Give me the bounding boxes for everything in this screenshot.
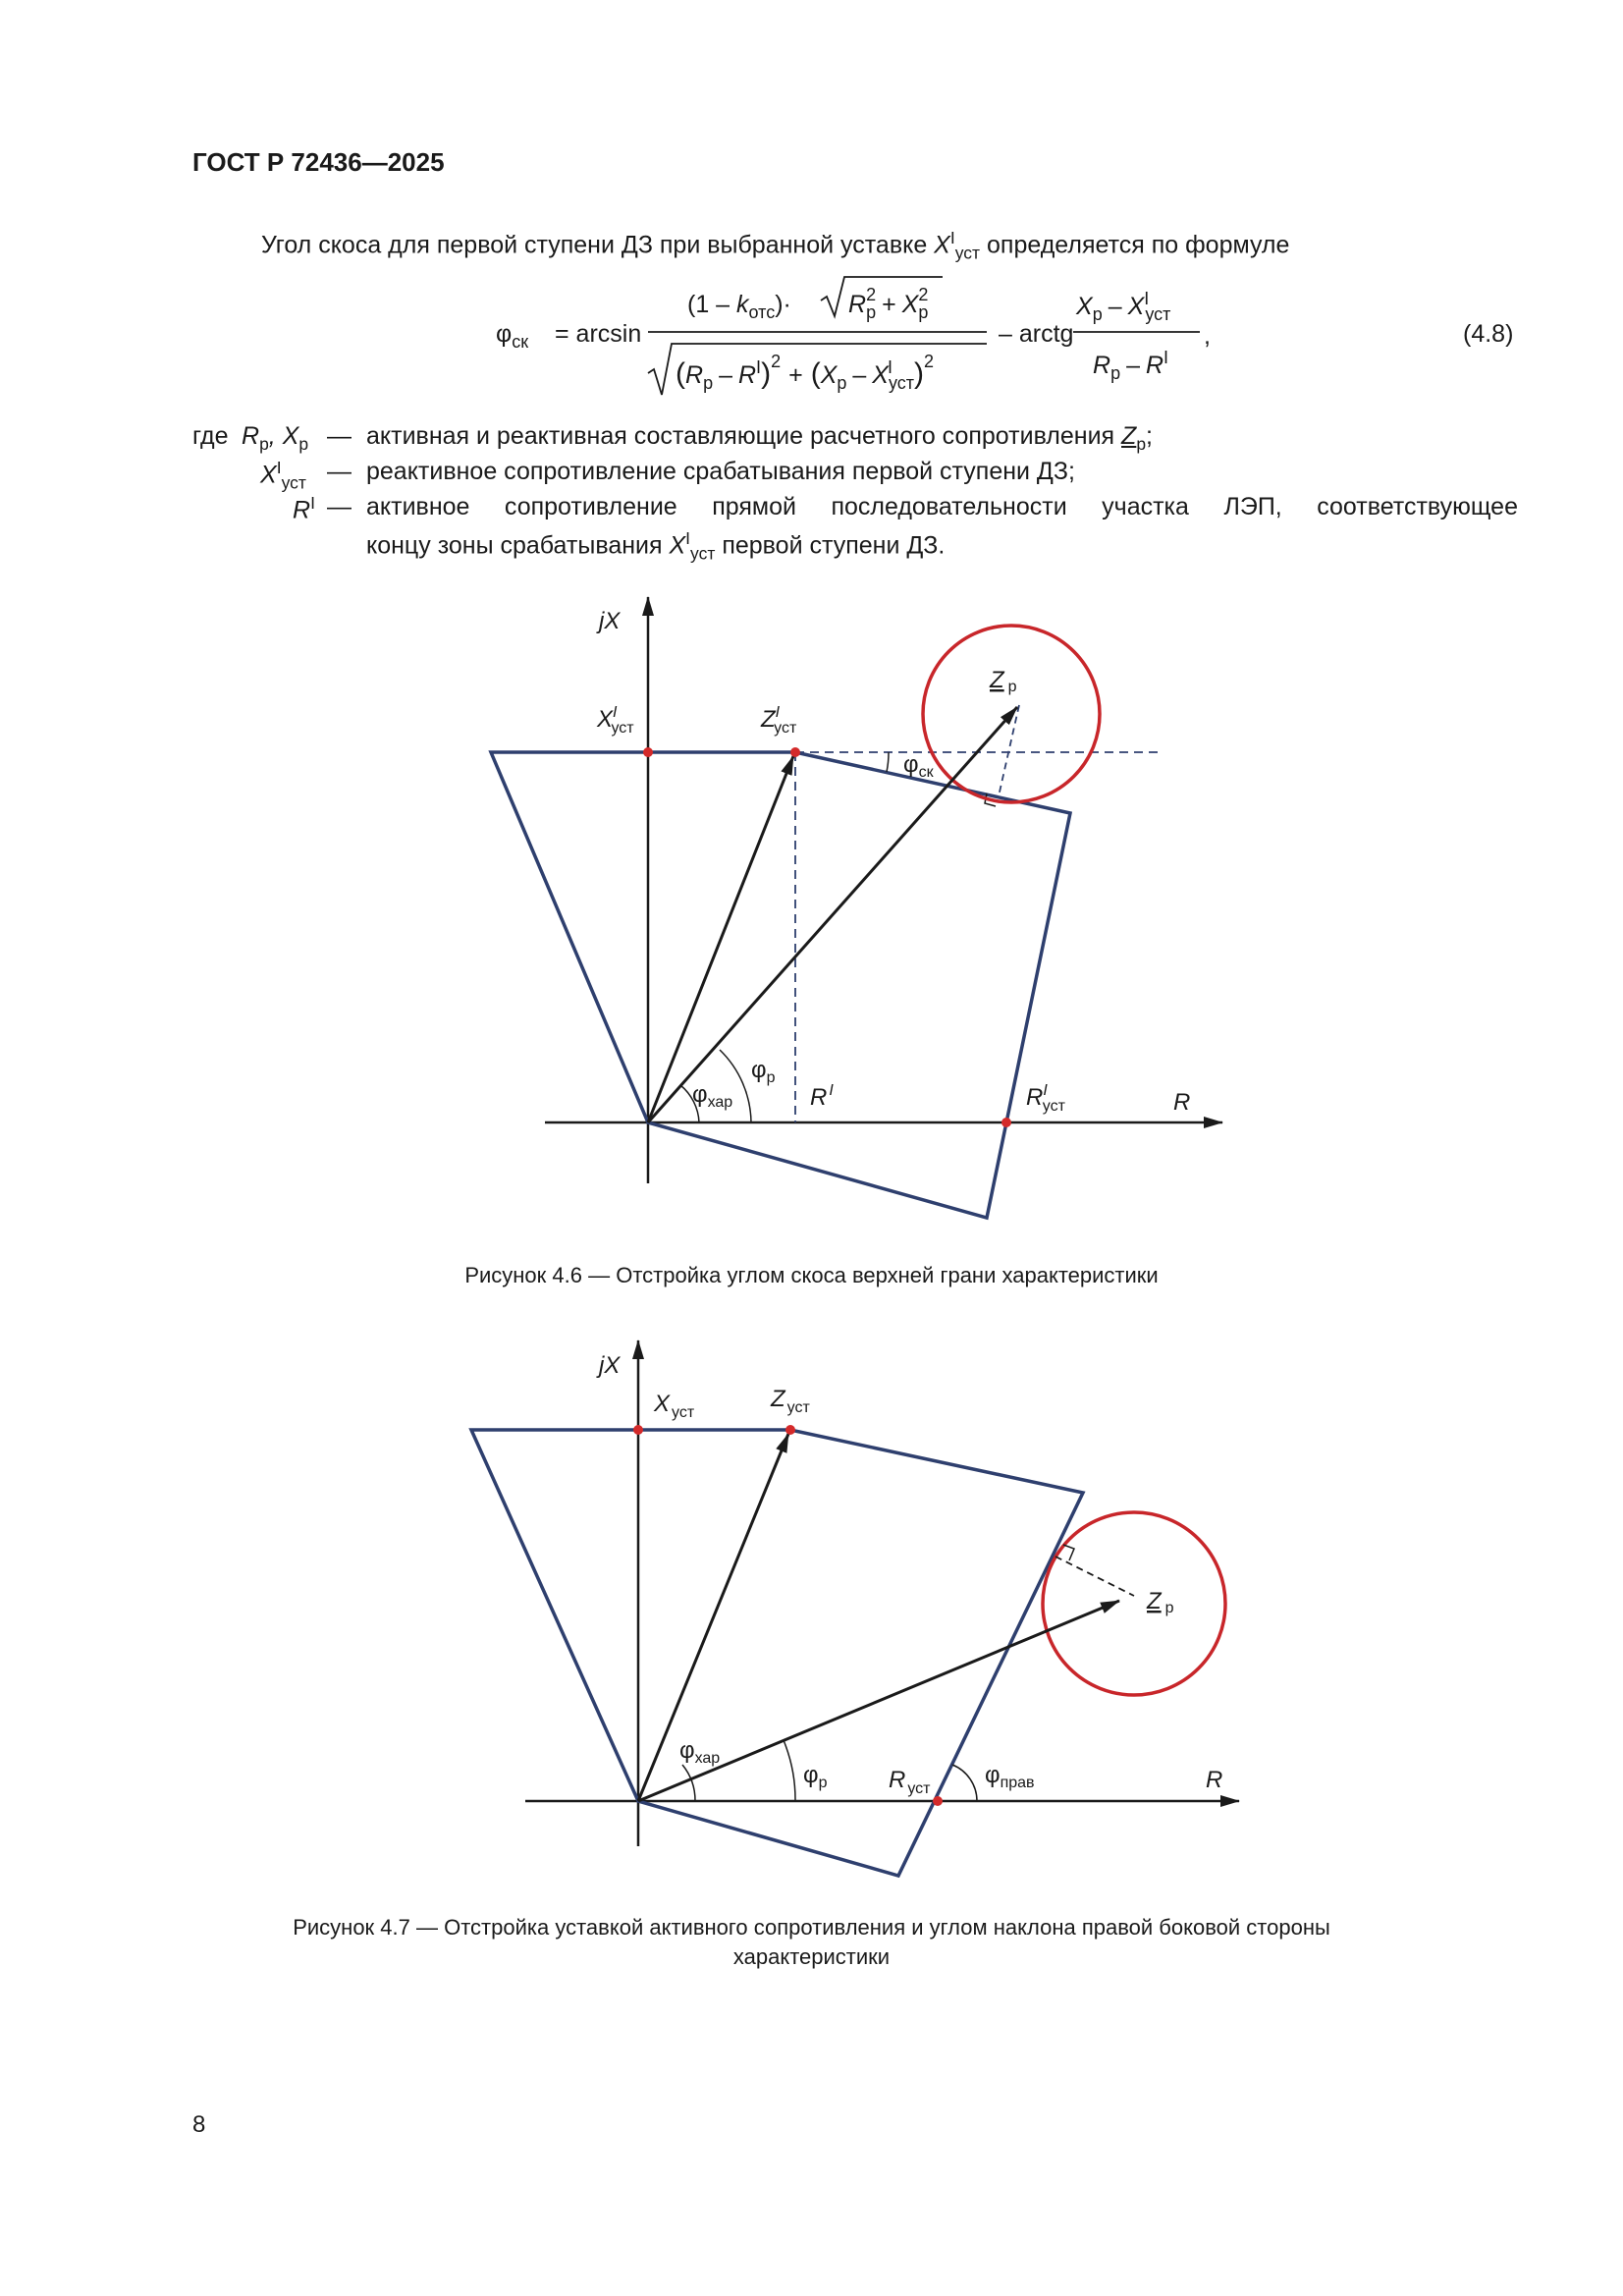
fig2-arc-phi-p [784,1740,795,1801]
where-dash-1: — [327,422,352,450]
where-dash-2: — [327,458,352,485]
fig2-label-xust: X $_{уст}$ [654,1391,695,1421]
where-term-2: $X^I_{уст}$ [260,458,306,493]
where-prefix: где [192,422,229,450]
fig2-label-jx: jX [599,1352,621,1379]
fig2-label-r: R [1206,1767,1223,1793]
formula-arcsin: = arcsin [555,320,642,348]
intro-var-sub: уст [954,243,981,263]
fig2-label-zp: Zр [1147,1588,1174,1616]
fig2-point-rust [933,1796,943,1806]
formula-arctg-denominator: $R_р - R^I$ [1093,348,1169,383]
where-term-1: $R_р$, $X_р$ [242,422,309,454]
formula-numerator-k: $(1 - k_{отс})\cdot$ [687,291,791,322]
fig2-label-zust: Z $_{уст}$ [771,1386,810,1416]
fig1-label-rust: $R^I$ уст [1026,1082,1065,1115]
intro-text-after: определяется по формуле [980,231,1290,259]
fig2-label-phi-prav: $\varphi_{прав}$ [985,1762,1035,1791]
fig2-label-phi-har: $\varphi_{хар}$ [679,1737,721,1767]
where-desc-2: реактивное сопротивление срабатывания первой ступени ДЗ; [366,458,1075,485]
fig2-dashed-perpendicular [1055,1557,1134,1596]
fig2-vector-zust [638,1434,788,1801]
intro-var-sup: I [949,228,955,247]
intro-var: X [934,231,950,259]
fig2-label-rust: R $_{уст}$ [889,1767,931,1797]
figure-4-7-caption-line-1: Рисунок 4.7 — Отстройка уставкой активного сопротивления и углом наклона правой боковой стороны [293,1915,1330,1940]
document-header: ГОСТ Р 72436—2025 [192,147,445,177]
fig1-label-r: R [1173,1089,1191,1116]
figure-4-7-caption-line-2: характеристики [732,1944,891,1969]
fig2-point-xust [633,1425,643,1435]
formula-arctg: – arctg [999,320,1074,348]
fig1-label-phi-sk: $\varphi_{ск}$ [903,751,934,781]
fig1-label-zp: Zр [990,667,1017,695]
fig1-label-ri: R $^I$ [810,1082,834,1111]
fig1-label-phi-har: $\varphi_{хар}$ [692,1081,733,1111]
where-desc-1: активная и реактивная составляющие расчетного сопротивления $Z_р$; [366,422,1153,454]
fig2-zp-circle [1043,1512,1225,1695]
formula-arctg-numerator: $X_р - X^I$ уст [1076,289,1171,324]
page-number: 8 [192,2111,206,2138]
formula-sqrt-content: $R_р2 + X_р2$ [848,285,929,322]
fig2-label-phi-p: $\varphi_р$ [803,1762,828,1791]
fig1-label-jx: jX [599,608,621,634]
intro-text-before: Угол скоса для первой ступени ДЗ при выбранной уставке [261,231,935,259]
formula-number: (4.8) [1463,320,1514,348]
figure-4-6-caption: Рисунок 4.6 — Отстройка углом скоса верхней грани характеристики [464,1263,1159,1287]
formula-denominator: $(R_р - R^I)^2 + (X_р$ – XI уст)$^2$ [676,352,935,393]
where-term-3: $R^I$ [293,493,315,524]
fig2-vector-zp [638,1601,1119,1801]
where-desc-3: активное сопротивление прямой последовательности участка ЛЭП, соответствующее [366,493,1518,520]
fig2-arc-phi-prav [952,1765,977,1801]
formula-comma: , [1204,322,1211,350]
fig2-right-angle-mark [1063,1545,1074,1560]
where-dash-3: — [327,493,352,520]
fig2-point-zust [785,1425,795,1435]
fig1-label-zust: $Z^I$ уст [761,704,797,737]
where-desc-3-cont: концу зоны срабатывания $X^I_{уст}$ первой ступени ДЗ. [366,528,946,564]
fig1-label-xust: $X^I$ уст [597,704,634,737]
formula-lhs: $\varphi_{ск}$ [496,320,529,352]
fig1-label-phi-p: $\varphi_р$ [751,1057,776,1086]
